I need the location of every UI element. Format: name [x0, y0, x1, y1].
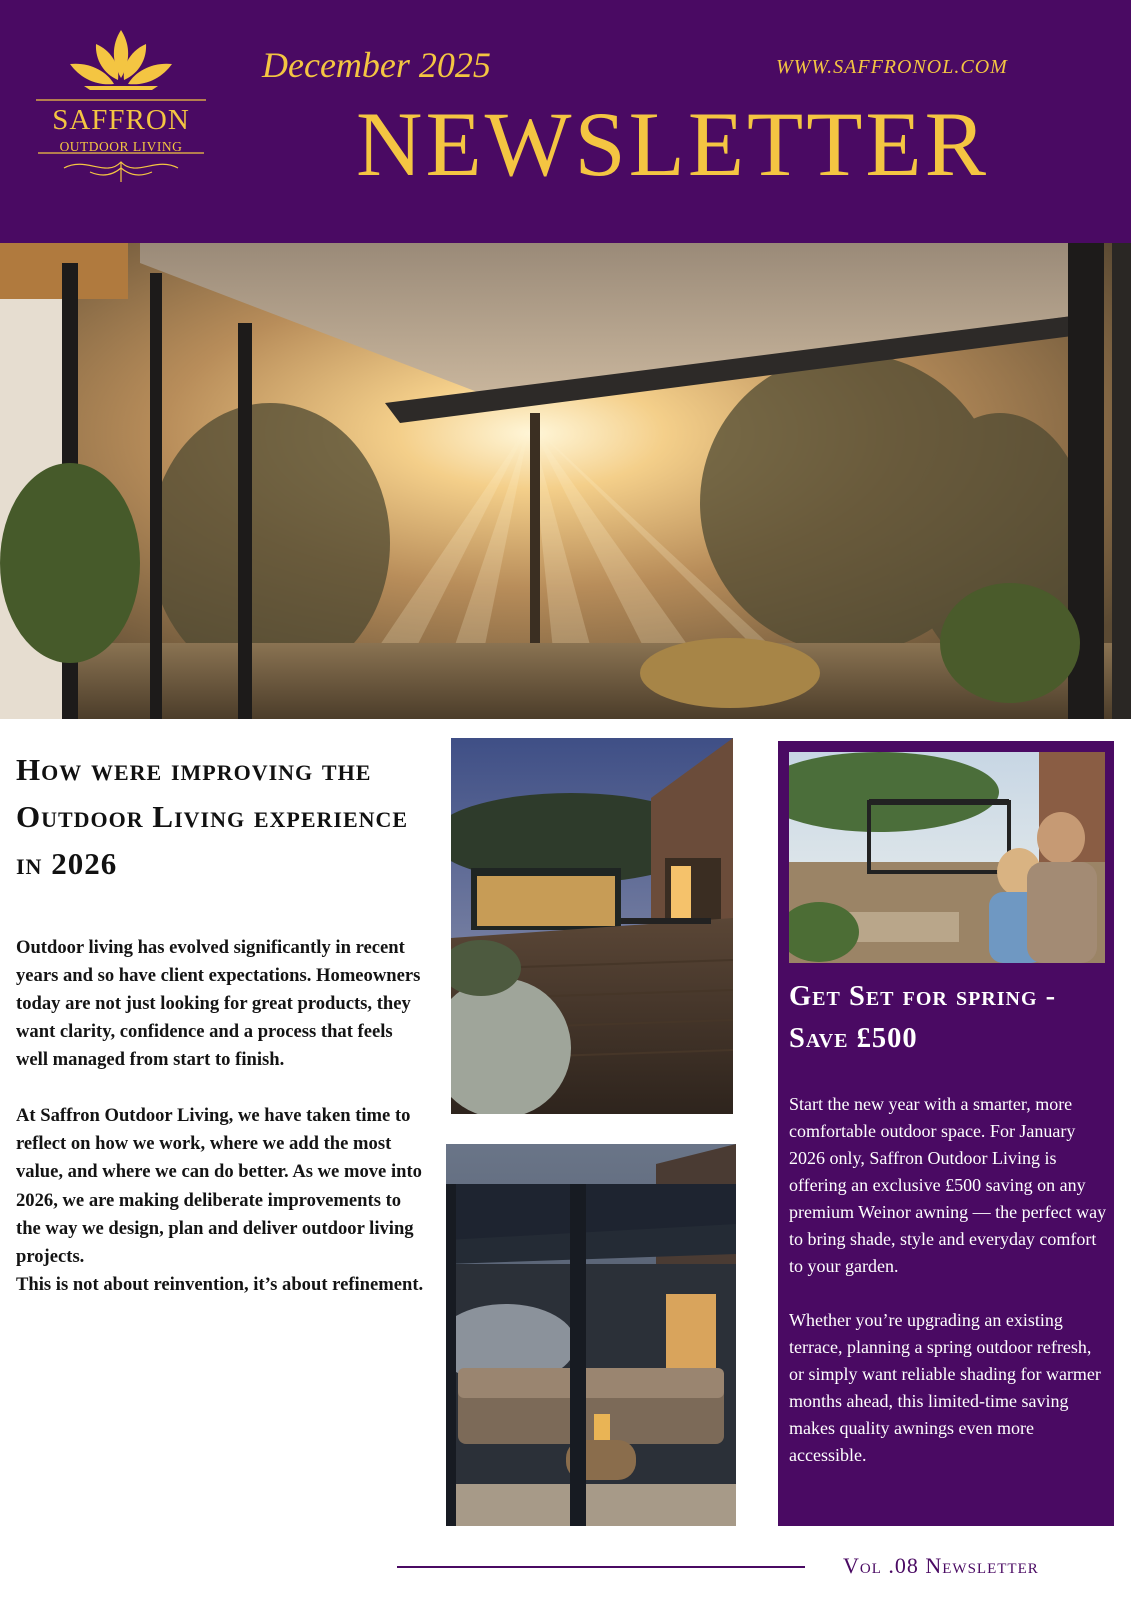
issue-date: December 2025 [262, 45, 491, 85]
promo-body [789, 1091, 1107, 1469]
glass-room-deck-dusk-photo [451, 738, 733, 1114]
promo-heading: Get Set for spring - Save £500 [789, 981, 1057, 1054]
winter-pergola-lounge-photo [446, 1144, 736, 1526]
logo-name: SAFFRON [52, 104, 190, 136]
saffron-logo [34, 28, 208, 190]
promo-paragraph: Start the new year with a smarter, more comfortable outdoor space. For January 2026 only, Saffron Outdoor Living is offering an exclusive £500 saving on any premium Weinor awning — the perfect way to bring shade, style and everyday comfort to your garden. [789, 1094, 1107, 1276]
spring-promo-panel [778, 741, 1114, 1526]
promo-paragraph: Whether you’re upgrading an existing terrace, planning a spring outdoor refresh, or simply want reliable shading for warmer months ahead, this limited-time saving makes quality awnings even more accessible. [789, 1310, 1101, 1465]
article-heading: How were improving the Outdoor Living experience in 2026 [16, 752, 409, 882]
article-paragraph: Outdoor living has evolved significantly in recent years and so have client expectations. Homeowners today are not just looking for great products, they want clarity, confidence and a process that feels well managed from start to finish. [16, 937, 421, 1071]
footer-divider [397, 1566, 805, 1568]
logo-subtitle: OUTDOOR LIVING [59, 139, 183, 154]
couple-garden-build-photo [789, 752, 1105, 963]
website-link[interactable]: WWW.SAFFRONOL.COM [776, 56, 1008, 78]
article-paragraph: At Saffron Outdoor Living, we have taken time to reflect on how we work, where we add the most value, and where we can do better. As we move into 2026, we are making deliberate improvements to the way we design, plan and deliver outdoor living projects. [16, 1105, 422, 1267]
article-paragraph: This is not about reinvention, it’s about refinement. [16, 1273, 424, 1295]
volume-label: Vol .08 Newsletter [843, 1553, 1039, 1578]
article-body [16, 934, 424, 1299]
hero-pergola-sunrise-photo [0, 243, 1131, 719]
newsletter-title: NEWSLETTER [356, 93, 989, 195]
newsletter-header [0, 0, 1131, 243]
